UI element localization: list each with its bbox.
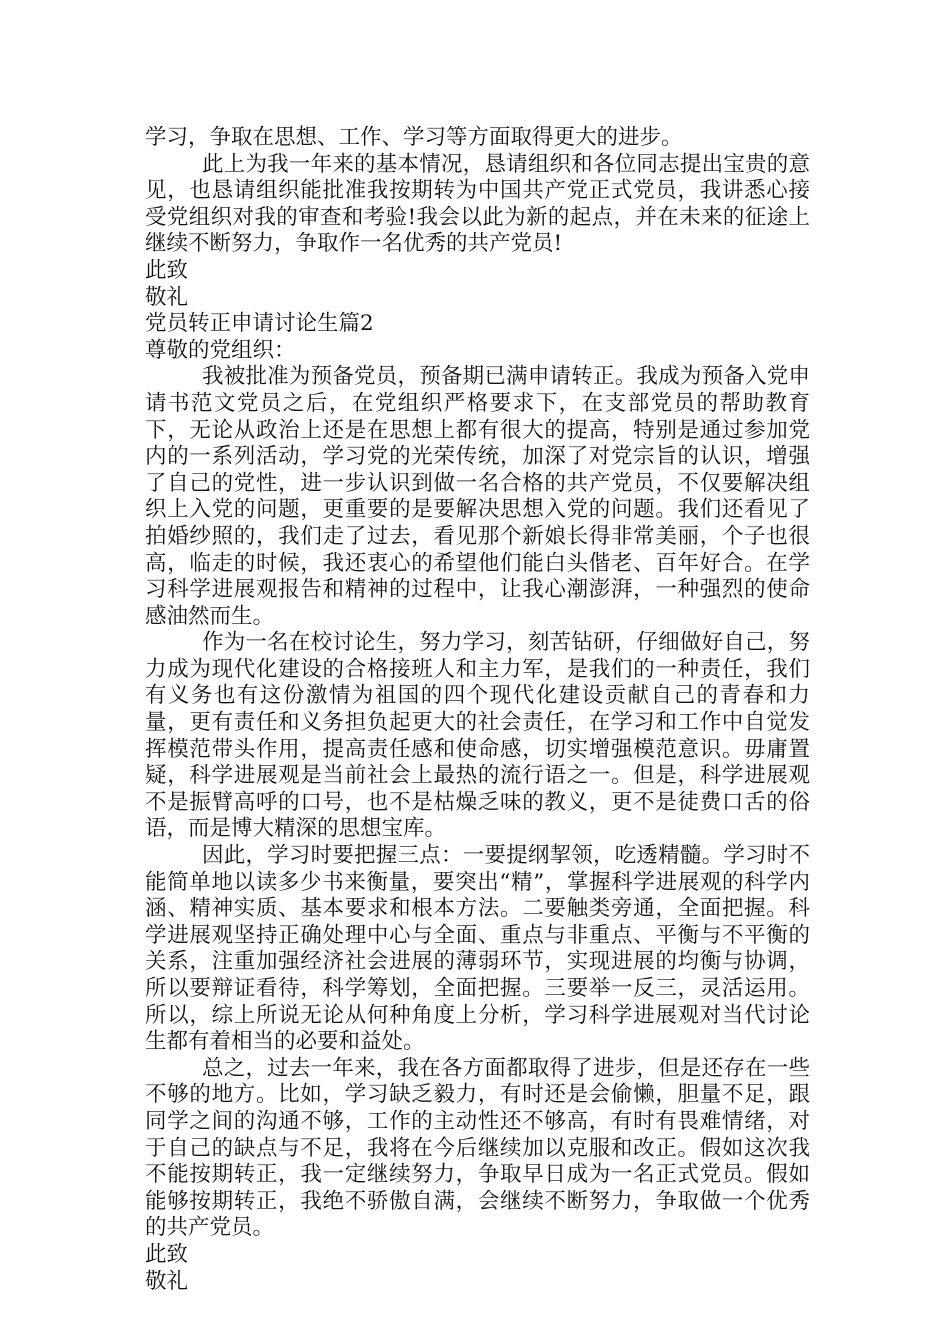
paragraph-body: 因此，学习时要把握三点：一要提纲挈领，吃透精髓。学习时不能简单地以读多少书来衡量，要突出“精”，掌握科学进展观的科学内涵、精神实质、基本要求和根本方法。二要触类旁通，全面把握。科学进展观坚持正确处理中心与全面、重点与非重点、平衡与不平衡的关系，注重加强经济社会进展的薄弱环节，实现进展的均衡与协调，所以要辩证看待，科学筹划，全面把握。三要举一反三，灵活运用。所以，综上所说无论从何种角度上分析，学习科学进展观对当代讨论生都有着相当的必要和益处。 (145, 843, 810, 1055)
closing-salutation: 此致 (145, 257, 189, 283)
closing-salutation: 此致 (145, 1241, 189, 1267)
paragraph-body: 作为一名在校讨论生，努力学习，刻苦钻研，仔细做好自己，努力成为现代化建设的合格接班人和主力军，是我们的一种责任，我们有义务也有这份激情为祖国的四个现代化建设贡献自己的青春和力量，更有责任和义务担负起更大的社会责任，在学习和工作中自觉发挥模范带头作用，提高责任感和使命感，切实增强模范意识。毋庸置疑，科学进展观是当前社会上最热的流行语之一。但是，科学进展观不是振臂高呼的口号，也不是枯燥乏味的教义，更不是徒费口舌的俗语，而是博大精深的思想宝库。 (145, 630, 810, 842)
paragraph-body: 总之，过去一年来，我在各方面都取得了进步，但是还存在一些不够的地方。比如，学习缺乏毅力，有时还是会偷懒，胆量不足，跟同学之间的沟通不够，工作的主动性还不够高，有时有畏难情绪，对于自己的缺点与不足，我将在今后继续加以克服和改正。假如这次我不能按期转正，我一定继续努力，争取早日成为一名正式党员。假如能够按期转正，我绝不骄傲自满，会继续不断努力，争取做一个优秀的共产党员。 (145, 1055, 810, 1241)
paragraph-continuation: 学习，争取在思想、工作、学习等方面取得更大的进步。 (145, 125, 683, 150)
greeting: 尊敬的党组织： (145, 337, 296, 363)
closing-regards: 敬礼 (145, 284, 189, 310)
paragraph-request-summary: 此上为我一年来的基本情况，恳请组织和各位同志提出宝贵的意见，也恳请组织能批准我按期转为中国共产党正式党员，我讲悉心接受党组织对我的审查和考验!我会以此为新的起点，并在未来的征途上继续不断努力，争取作一名优秀的共产党员! (145, 151, 810, 257)
paragraph-body: 我被批准为预备党员，预备期已满申请转正。我成为预备入党申请书范文党员之后，在党组织严格要求下，在支部党员的帮助教育下，无论从政治上还是在思想上都有很大的提高，特别是通过参加党内的一系列活动，学习党的光荣传统，加深了对党宗旨的认识，增强了自己的党性，进一步认识到做一名合格的共产党员，不仅要解决组织上入党的问题，更重要的是要解决思想入党的问题。我们还看见了拍婚纱照的，我们走了过去，看见那个新娘长得非常美丽，个子也很高，临走的时候，我还衷心的希望他们能白头偕老、百年好合。在学习科学进展观报告和精神的过程中，让我心潮澎湃，一种强烈的使命感油然而生。 (145, 364, 810, 629)
closing-regards: 敬礼 (145, 1268, 189, 1294)
document-page (145, 125, 810, 1295)
section-title: 党员转正申请讨论生篇2 (145, 311, 374, 337)
